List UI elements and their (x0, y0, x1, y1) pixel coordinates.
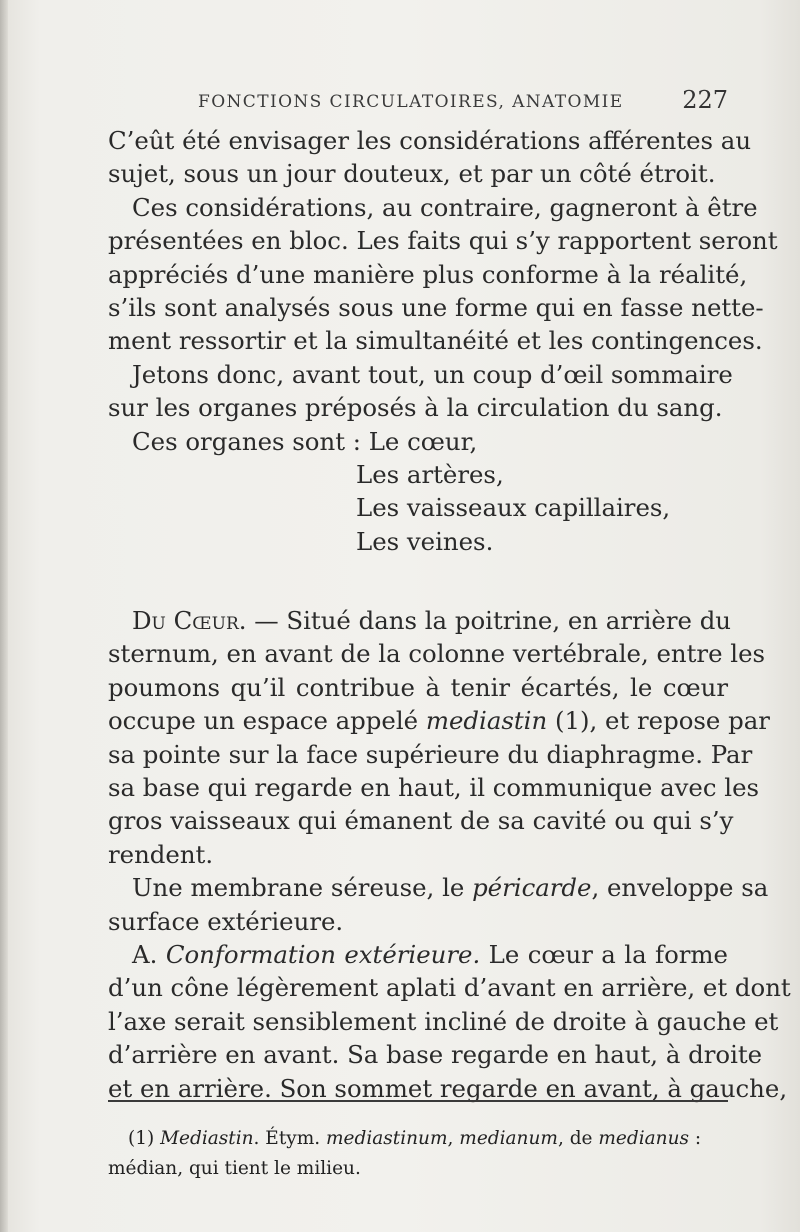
etym-word: mediastinum (326, 1128, 448, 1149)
text-line: sur les organes préposés à la circulation du sang. (108, 393, 723, 423)
text-line: sa pointe sur la face supérieure du diaphragme. Par (108, 739, 753, 769)
running-head: FONCTIONS CIRCULATOIRES, ANATOMIE (198, 92, 624, 112)
text-line (108, 704, 770, 737)
text-line (108, 604, 732, 637)
text-run: Une membrane séreuse, le (132, 873, 473, 903)
italic-term: mediastin (425, 706, 548, 736)
text-run: occupe un espace appelé (108, 706, 426, 736)
text-line: Ces considérations, au contraire, gagneront à être (132, 192, 758, 222)
text-run: : (688, 1128, 702, 1149)
section-title: Du Cœur. (132, 606, 247, 636)
footnote-marker: (1) (128, 1128, 161, 1149)
footnote (108, 1124, 728, 1184)
text-line (108, 871, 769, 904)
text-run: (1), et repose par (547, 706, 770, 736)
text-line: ment ressortir et la simultanéité et les contingences. (108, 326, 763, 356)
text-run: , (447, 1128, 460, 1149)
text-line: et en arrière. Son sommet regarde en avant, à gauche, (108, 1073, 788, 1103)
text-line: l’axe serait sensiblement incliné de droite à gauche et (108, 1006, 779, 1036)
section-gap (108, 558, 728, 604)
etym-word: medianus (598, 1128, 689, 1149)
text-run: — Situé dans la poitrine, en arrière du (246, 606, 732, 636)
text-line: appréciés d’une manière plus conforme à la réalité, (108, 259, 748, 289)
text-line: sternum, en avant de la colonne vertébrale, entre les (108, 639, 766, 669)
text-line: sa base qui regarde en haut, il communique avec les (108, 773, 760, 803)
page-header (108, 86, 728, 118)
text-line: rendent. (108, 839, 214, 869)
text-line: présentées en bloc. Les faits qui s’y rapportent seront (108, 226, 778, 256)
etym-word: medianum (459, 1128, 558, 1149)
text-line: poumons qu’il contribue à tenir écartés, le cœur (108, 672, 728, 702)
footnote-rule (108, 1100, 728, 1102)
italic-term: Conformation extérieure. (165, 939, 481, 969)
text-line: s’ils sont analysés sous une forme qui en fasse nette- (108, 292, 764, 322)
italic-term: péricarde (472, 873, 592, 903)
text-run: Le cœur a la forme (480, 939, 728, 969)
text-line: sujet, sous un jour douteux, et par un côté étroit. (108, 159, 716, 189)
organ-list-intro: Ces organes sont : Le cœur, (132, 426, 478, 456)
text-line: C’eût été envisager les considérations afférentes au (108, 126, 752, 155)
text-line: gros vaisseaux qui émanent de sa cavité ou qui s’y (108, 806, 734, 836)
text-run: A. (132, 939, 166, 969)
organ-list-item: Les veines. (356, 526, 494, 556)
text-line: d’un cône légèrement aplati d’avant en arrière, et dont (108, 973, 791, 1003)
organ-list-item: Les vaisseaux capillaires, (356, 493, 671, 523)
page-body (108, 124, 791, 1105)
text-run: . Étym. (253, 1128, 327, 1149)
footnote-line (128, 1124, 728, 1154)
text-line: Jetons donc, avant tout, un coup d’œil sommaire (132, 359, 733, 389)
text-line (108, 938, 728, 971)
text-line: d’arrière en avant. Sa base regarde en haut, à droite (108, 1040, 763, 1070)
text-run: , enveloppe sa (591, 873, 769, 903)
footnote-line: médian, qui tient le milieu. (108, 1158, 361, 1179)
footnote-term: Mediastin (160, 1128, 254, 1149)
text-line: surface extérieure. (108, 906, 344, 936)
organ-list-item: Les artères, (356, 459, 504, 489)
page-binding-edge (0, 0, 8, 1232)
page-number: 227 (682, 86, 728, 114)
text-run: , de (557, 1128, 599, 1149)
